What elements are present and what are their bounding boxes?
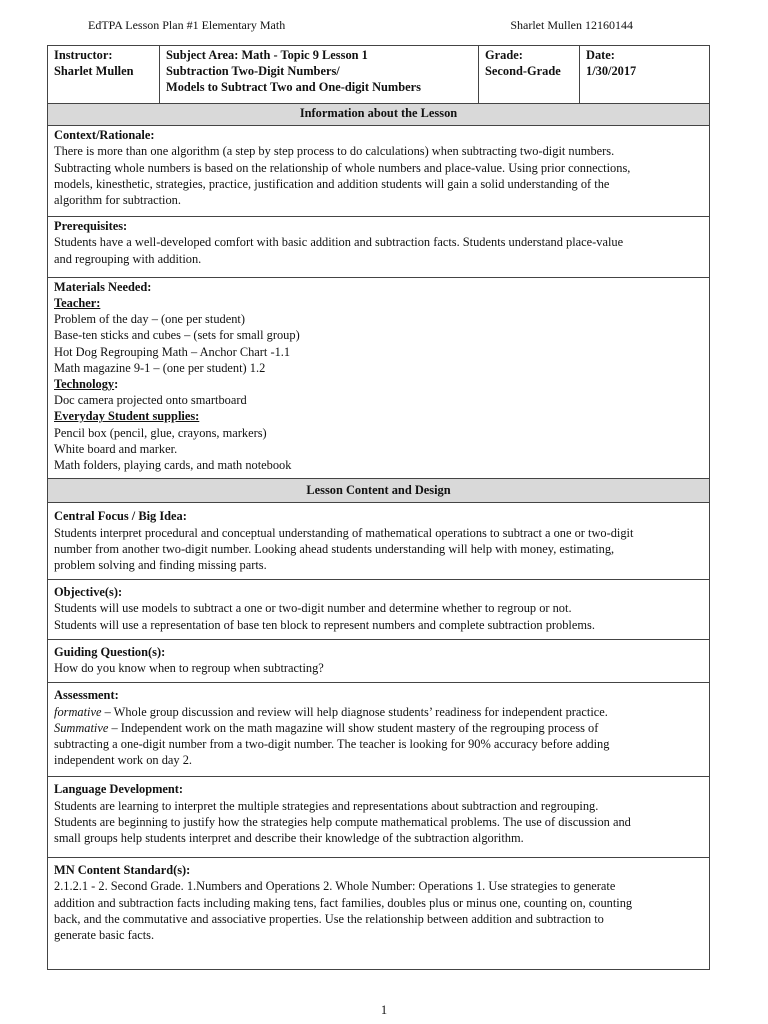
lesson-plan-table xyxy=(47,45,710,970)
band-row-content xyxy=(48,479,710,503)
objectives-title: Objective(s): xyxy=(54,585,123,600)
header-left: EdTPA Lesson Plan #1 Elementary Math xyxy=(88,18,286,32)
standard-line: back, and the commutative and associative properties. Use the relationship between addition and subtraction to xyxy=(54,911,604,926)
assessment-title: Assessment: xyxy=(54,688,119,703)
teacher-label: Teacher: xyxy=(54,296,101,311)
standard-line: generate basic facts. xyxy=(54,927,155,942)
instructor-cell xyxy=(48,46,160,104)
prereq-line: and regrouping with addition. xyxy=(54,251,202,266)
context-line: algorithm for subtraction. xyxy=(54,193,181,208)
central-focus-line: problem solving and finding missing parts. xyxy=(54,558,267,573)
summative-label: Summative xyxy=(54,720,109,735)
subject-line-1: Subject Area: Math - Topic 9 Lesson 1 xyxy=(166,48,368,62)
objectives-row xyxy=(48,580,710,640)
prereq-line: Students have a well-developed comfort with basic addition and subtraction facts. Students understand place-value xyxy=(54,235,624,250)
subject-line-2: Subtraction Two-Digit Numbers/ xyxy=(166,64,340,79)
formative-label: formative xyxy=(54,704,102,719)
materials-title: Materials Needed: xyxy=(54,279,152,294)
guiding-section xyxy=(48,639,710,682)
teacher-item: Problem of the day – (one per student) xyxy=(54,312,245,327)
formative-line xyxy=(54,704,703,720)
prereq-title: Prerequisites: xyxy=(54,219,128,234)
summative-line xyxy=(54,720,703,736)
subject-cell xyxy=(160,46,479,104)
guiding-row xyxy=(48,639,710,682)
language-section xyxy=(48,777,710,858)
standard-line: addition and subtraction facts including making tens, fact families, doubles plus or minus one, counting on, counting xyxy=(54,895,633,910)
technology-label: Technology xyxy=(54,377,115,392)
supplies-label: Everyday Student supplies: xyxy=(54,409,200,424)
central-focus-line: number from another two-digit number. Looking ahead students understanding will help with money, estimating, xyxy=(54,541,615,556)
section-band-info: Information about the Lesson xyxy=(48,104,710,126)
instructor-label: Instructor: xyxy=(54,48,113,62)
subject-line-3: Models to Subtract Two and One-digit Numbers xyxy=(166,80,421,95)
language-line: small groups help students interpret and describe their knowledge of the subtraction algorithm. xyxy=(54,830,524,845)
materials-row xyxy=(48,277,710,478)
context-section xyxy=(48,126,710,217)
supplies-item: Pencil box (pencil, glue, crayons, markers) xyxy=(54,425,267,440)
objectives-section xyxy=(48,580,710,640)
band-row-info xyxy=(48,104,710,126)
page-number: 1 xyxy=(380,1003,388,1017)
standard-line: 2.1.2.1 - 2. Second Grade. 1.Numbers and Operations 2. Whole Number: Operations 1. Use strategies to generate xyxy=(54,879,616,894)
central-focus-line: Students interpret procedural and conceptual understanding of mathematical operations to subtract a one or two-digit xyxy=(54,525,634,540)
technology-item: Doc camera projected onto smartboard xyxy=(54,393,247,408)
date-cell xyxy=(580,46,710,104)
assessment-line: independent work on day 2. xyxy=(54,753,192,768)
language-line: Students are beginning to justify how the strategies help compute mathematical problems. The use of discussion and xyxy=(54,814,631,829)
grade-label: Grade: xyxy=(485,48,523,62)
objectives-line: Students will use a representation of base ten block to represent numbers and complete subtraction problems. xyxy=(54,617,595,632)
assessment-line: subtracting a one-digit number from a two-digit number. The teacher is looking for 90% accuracy before adding xyxy=(54,736,610,751)
grade-cell xyxy=(479,46,580,104)
context-title: Context/Rationale: xyxy=(54,128,155,143)
instructor-name: Sharlet Mullen xyxy=(54,64,134,79)
materials-section xyxy=(48,277,710,478)
context-line: Subtracting whole numbers is based on the relationship of whole numbers and place-value. Using prior connections, xyxy=(54,160,631,175)
guiding-line: How do you know when to regroup when subtracting? xyxy=(54,661,324,676)
page-header xyxy=(88,17,633,33)
prereq-section xyxy=(48,217,710,278)
teacher-item: Math magazine 9-1 – (one per student) 1.2 xyxy=(54,360,266,375)
date-label: Date: xyxy=(586,48,615,62)
standard-title: MN Content Standard(s): xyxy=(54,863,191,878)
teacher-item: Base-ten sticks and cubes – (sets for small group) xyxy=(54,328,300,343)
standard-section xyxy=(48,858,710,970)
context-line: models, kinesthetic, strategies, practice, justification and addition students will gain a solid understanding of the xyxy=(54,176,610,191)
central-focus-title: Central Focus / Big Idea: xyxy=(54,509,187,524)
central-focus-row xyxy=(48,503,710,580)
supplies-item: Math folders, playing cards, and math notebook xyxy=(54,458,292,473)
supplies-item: White board and marker. xyxy=(54,441,178,456)
central-focus-section xyxy=(48,503,710,580)
language-title: Language Development: xyxy=(54,782,184,797)
header-right: Sharlet Mullen 12160144 xyxy=(510,18,633,32)
context-line: There is more than one algorithm (a step by step process to do calculations) when subtracting two-digit numbers. xyxy=(54,144,615,159)
language-row xyxy=(48,777,710,858)
assessment-section xyxy=(48,683,710,777)
summative-text: – Independent work on the math magazine will show student mastery of the regrouping process of xyxy=(108,720,599,735)
date-value: 1/30/2017 xyxy=(586,64,637,79)
language-line: Students are learning to interpret the multiple strategies and representations about subtraction and regrouping. xyxy=(54,798,599,813)
objectives-line: Students will use models to subtract a one or two-digit number and determine whether to regroup or not. xyxy=(54,601,572,616)
technology-colon: : xyxy=(114,377,119,392)
section-band-content: Lesson Content and Design xyxy=(48,479,710,503)
assessment-row xyxy=(48,683,710,777)
guiding-title: Guiding Question(s): xyxy=(54,644,166,659)
context-row xyxy=(48,126,710,217)
prereq-row xyxy=(48,217,710,278)
grade-value: Second-Grade xyxy=(485,64,561,79)
top-info-row xyxy=(48,46,710,104)
formative-text: – Whole group discussion and review will help diagnose students’ readiness for independent practice. xyxy=(101,704,608,719)
standard-row xyxy=(48,858,710,970)
technology-heading xyxy=(54,376,703,392)
teacher-item: Hot Dog Regrouping Math – Anchor Chart -1.1 xyxy=(54,344,291,359)
